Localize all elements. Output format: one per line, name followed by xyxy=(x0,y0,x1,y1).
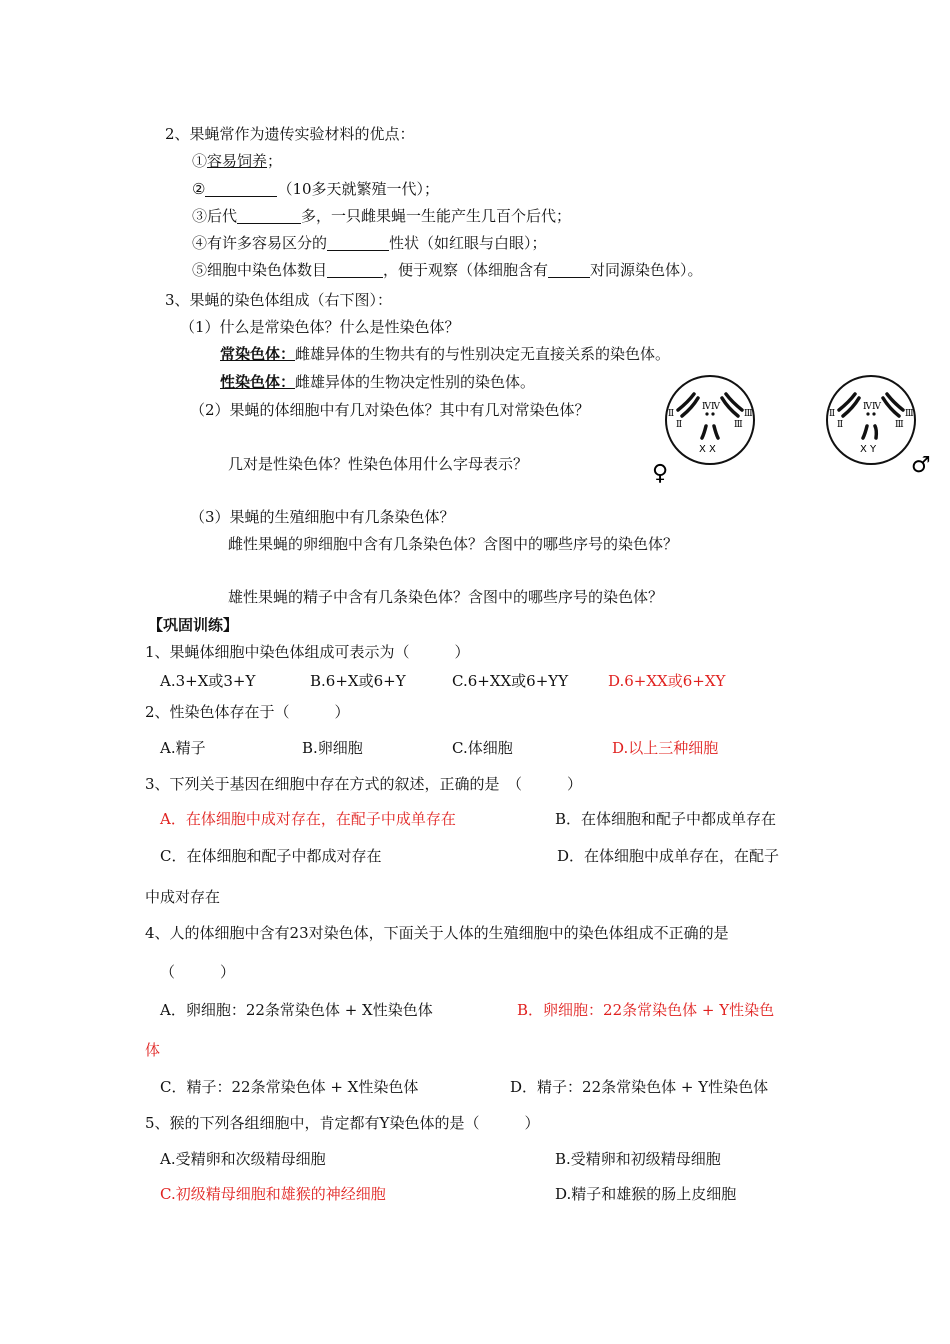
q2-option-d-answer[interactable]: D.以上三种细胞 xyxy=(612,739,719,757)
q1-option-a[interactable]: A.3+X或3+Y xyxy=(160,672,256,690)
autosome-def: 雌雄异体的生物共有的与性别决定无直接关系的染色体。 xyxy=(295,345,671,363)
q1-option-d-answer[interactable]: D.6+XX或6+XY xyxy=(608,672,726,690)
section2-item1 xyxy=(192,151,282,171)
chrom-label: Ⅲ xyxy=(905,409,914,419)
item2-suffix: （10多天就繁殖一代）； xyxy=(277,180,440,198)
section3-q2: （2）果蝇的体细胞中有几对染色体？其中有几对常染色体？ xyxy=(190,401,590,419)
section2-item4 xyxy=(192,233,547,253)
autosome-definition xyxy=(220,344,670,364)
item1-text: 容易饲养 xyxy=(207,152,268,170)
q3-stem: 3、下列关于基因在细胞中存在方式的叙述，正确的是 （ ） xyxy=(145,775,583,793)
q1-option-b[interactable]: B.6+X或6+Y xyxy=(310,672,406,690)
section2-item5 xyxy=(192,260,703,280)
sex-chromosome-def: 雌雄异体的生物决定性别的染色体。 xyxy=(295,373,536,391)
fill-blank[interactable] xyxy=(327,261,383,278)
item3-prefix: ③后代 xyxy=(192,207,238,225)
chrom-label: Ⅳ xyxy=(702,402,711,412)
chrom-label: Ⅲ xyxy=(734,420,743,430)
item1-number: ① xyxy=(192,152,208,170)
q5-stem: 5、猴的下列各组细胞中，肯定都有Y染色体的是（ ） xyxy=(145,1114,540,1132)
fill-blank[interactable] xyxy=(548,261,590,278)
q2-option-b[interactable]: B.卵细胞 xyxy=(302,739,363,757)
fill-blank[interactable] xyxy=(327,234,389,251)
q2-stem: 2、性染色体存在于（ ） xyxy=(145,703,350,721)
chrom-label: Ⅱ xyxy=(829,409,836,419)
q5-option-b[interactable]: B.受精卵和初级精母细胞 xyxy=(555,1150,721,1168)
chrom-label: Ⅱ xyxy=(676,420,683,430)
q3-option-b[interactable]: B．在体细胞和配子中都成单存在 xyxy=(555,810,777,828)
q3-option-a-answer[interactable]: A．在体细胞中成对存在，在配子中成单存在 xyxy=(160,810,456,828)
q5-option-a[interactable]: A.受精卵和次级精母细胞 xyxy=(160,1150,326,1168)
section3-q3a: 雌性果蝇的卵细胞中含有几条染色体？含图中的哪些序号的染色体？ xyxy=(228,535,679,553)
q4-option-a[interactable]: A．卵细胞：22条常染色体 + X性染色体 xyxy=(160,1001,433,1019)
male-karyotype-diagram xyxy=(815,372,945,484)
item2-prefix: ② xyxy=(192,180,206,198)
chrom-label: Ⅳ xyxy=(863,402,872,412)
sex-chromosomes-label: X Y xyxy=(860,444,877,455)
chrom-label: Ⅳ xyxy=(711,402,720,412)
chrom-label: Ⅱ xyxy=(668,409,675,419)
q4-option-d[interactable]: D．精子：22条常染色体 + Y性染色体 xyxy=(510,1078,769,1096)
section3-q3b: 雄性果蝇的精子中含有几条染色体？含图中的哪些序号的染色体？ xyxy=(228,588,664,606)
section3-q3: （3）果蝇的生殖细胞中有几条染色体？ xyxy=(190,508,455,526)
female-karyotype-diagram xyxy=(650,372,770,484)
chrom-label: Ⅳ xyxy=(872,402,881,412)
section2-title: 2、果蝇常作为遗传实验材料的优点： xyxy=(165,125,415,143)
chrom-label: Ⅱ xyxy=(837,420,844,430)
autosome-term: 常染色体： xyxy=(220,345,296,363)
q3-option-c[interactable]: C．在体细胞和配子中都成对存在 xyxy=(160,847,382,865)
q1-stem: 1、果蝇体细胞中染色体组成可表示为（ ） xyxy=(145,643,470,661)
q4-stem: 4、人的体细胞中含有23对染色体，下面关于人体的生殖细胞中的染色体组成不正确的是 xyxy=(145,924,729,942)
item5-suffix: 对同源染色体）。 xyxy=(590,261,703,279)
item4-prefix: ④有许多容易区分的 xyxy=(192,234,328,252)
female-symbol-icon: ♀ xyxy=(652,461,669,484)
item3-suffix: 多，一只雌果蝇一生能产生几百个后代； xyxy=(301,207,572,225)
item5-prefix: ⑤细胞中染色体数目 xyxy=(192,261,328,279)
q4-option-b-answer[interactable]: B．卵细胞：22条常染色体 + Y性染色 xyxy=(517,1001,775,1019)
sex-chromosome-term: 性染色体： xyxy=(220,373,296,391)
q2-option-c[interactable]: C.体细胞 xyxy=(452,739,513,757)
q4-paren: （ ） xyxy=(160,963,236,981)
q5-option-c-answer[interactable]: C.初级精母细胞和雄猴的神经细胞 xyxy=(160,1185,386,1203)
chrom-label: Ⅲ xyxy=(895,420,904,430)
fill-blank[interactable] xyxy=(205,180,277,197)
chrom-label: Ⅲ xyxy=(744,409,753,419)
section3-q2b: 几对是性染色体？性染色体用什么字母表示？ xyxy=(228,455,529,473)
sex-chromosome-definition xyxy=(220,372,535,392)
male-symbol-icon: ♂ xyxy=(911,453,931,478)
section2-item3 xyxy=(192,206,571,226)
q4-option-c[interactable]: C．精子：22条常染色体 + X性染色体 xyxy=(160,1078,419,1096)
item4-suffix: 性状（如红眼与白眼）； xyxy=(389,234,547,252)
q5-option-d[interactable]: D.精子和雄猴的肠上皮细胞 xyxy=(555,1185,737,1203)
fill-blank[interactable] xyxy=(237,207,301,224)
q2-option-a[interactable]: A.精子 xyxy=(160,739,206,757)
q1-option-c[interactable]: C.6+XX或6+YY xyxy=(452,672,569,690)
section2-item2 xyxy=(192,179,439,199)
section3-title: 3、果蝇的染色体组成（右下图）： xyxy=(165,291,393,309)
q3-option-d-continued: 中成对存在 xyxy=(145,888,221,906)
item1-end: ； xyxy=(267,152,283,170)
item5-mid: ，便于观察（体细胞含有 xyxy=(383,261,549,279)
q3-option-d[interactable]: D．在体细胞中成单存在，在配子 xyxy=(557,847,780,865)
sex-chromosomes-label: X X xyxy=(699,444,716,455)
practice-heading: 【巩固训练】 xyxy=(148,616,239,634)
q4-option-b-continued: 体 xyxy=(145,1041,161,1059)
section3-q1: （1）什么是常染色体？什么是性染色体？ xyxy=(180,318,460,336)
